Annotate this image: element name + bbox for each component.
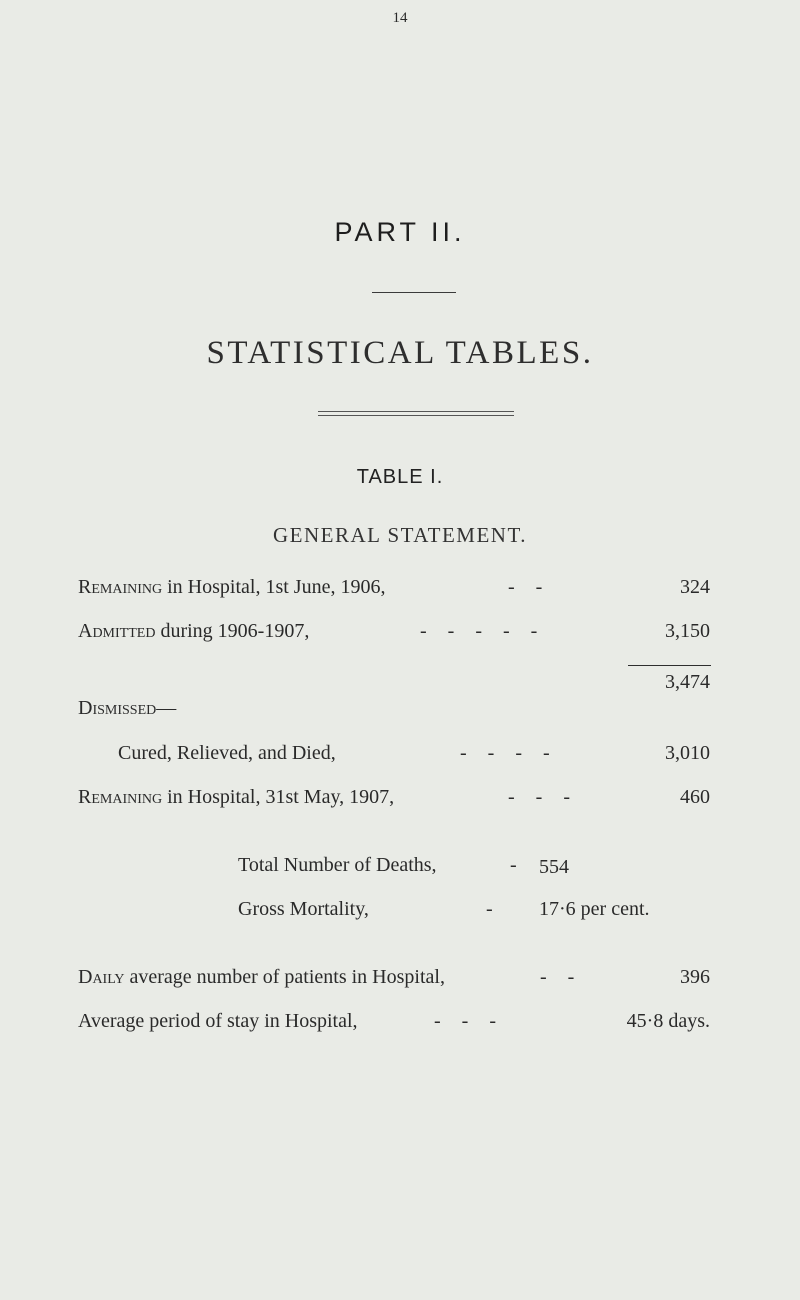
daily-average-dashes: - - [540, 966, 583, 988]
page-number: 14 [392, 10, 408, 26]
remaining-start-label-sc: Remaining [78, 576, 163, 598]
admitted-label-sc: Admitted [78, 620, 156, 642]
remaining-start-value: 324 [680, 576, 710, 598]
deaths-dash: - [510, 854, 517, 876]
remaining-end-label-rest: in Hospital, 31st May, 1907, [162, 786, 395, 808]
daily-average-label-rest: average number of patients in Hospital, [124, 966, 445, 988]
average-stay-dashes: - - - [434, 1010, 504, 1032]
gross-mortality-dash: - [486, 898, 493, 920]
statement-title: GENERAL STATEMENT. [273, 523, 527, 547]
table-title: TABLE I. [356, 466, 444, 488]
double-divider-rule [318, 411, 514, 416]
deaths-label: Total Number of Deaths, [238, 854, 437, 876]
divider-rule [372, 292, 456, 293]
remaining-end-dashes: - - - [508, 786, 578, 808]
daily-average-label [78, 966, 445, 989]
remaining-end-value: 460 [680, 786, 710, 808]
daily-average-value: 396 [680, 966, 710, 988]
average-stay-label: Average period of stay in Hospital, [78, 1010, 358, 1032]
part-title: PART II. [334, 217, 466, 247]
admitted-label-rest: during 1906-1907, [155, 620, 310, 642]
dismissed-heading-sc: Dismissed [78, 697, 157, 719]
daily-average-label-sc: Daily [78, 966, 125, 988]
dismissed-heading [78, 697, 176, 720]
remaining-end-label [78, 786, 394, 809]
subtotal-value: 3,474 [665, 671, 710, 693]
remaining-start-label-rest: in Hospital, 1st June, 1906, [162, 576, 386, 598]
average-stay-value: 45·8 days. [626, 1010, 710, 1032]
gross-mortality-value: 17·6 per cent. [539, 898, 650, 920]
admitted-value: 3,150 [665, 620, 710, 642]
admitted-dashes: - - - - - [420, 620, 546, 642]
cured-label: Cured, Relieved, and Died, [118, 742, 336, 764]
gross-mortality-label: Gross Mortality, [238, 898, 369, 920]
admitted-label [78, 620, 309, 643]
cured-dashes: - - - - [460, 742, 558, 764]
remaining-start-dashes: - - [508, 576, 551, 598]
remaining-end-label-sc: Remaining [78, 786, 163, 808]
sum-rule [628, 665, 711, 666]
dismissed-heading-rest: — [156, 697, 177, 719]
remaining-start-label [78, 576, 385, 599]
deaths-value: 554 [539, 856, 569, 878]
cured-value: 3,010 [665, 742, 710, 764]
section-title: STATISTICAL TABLES. [206, 335, 594, 371]
